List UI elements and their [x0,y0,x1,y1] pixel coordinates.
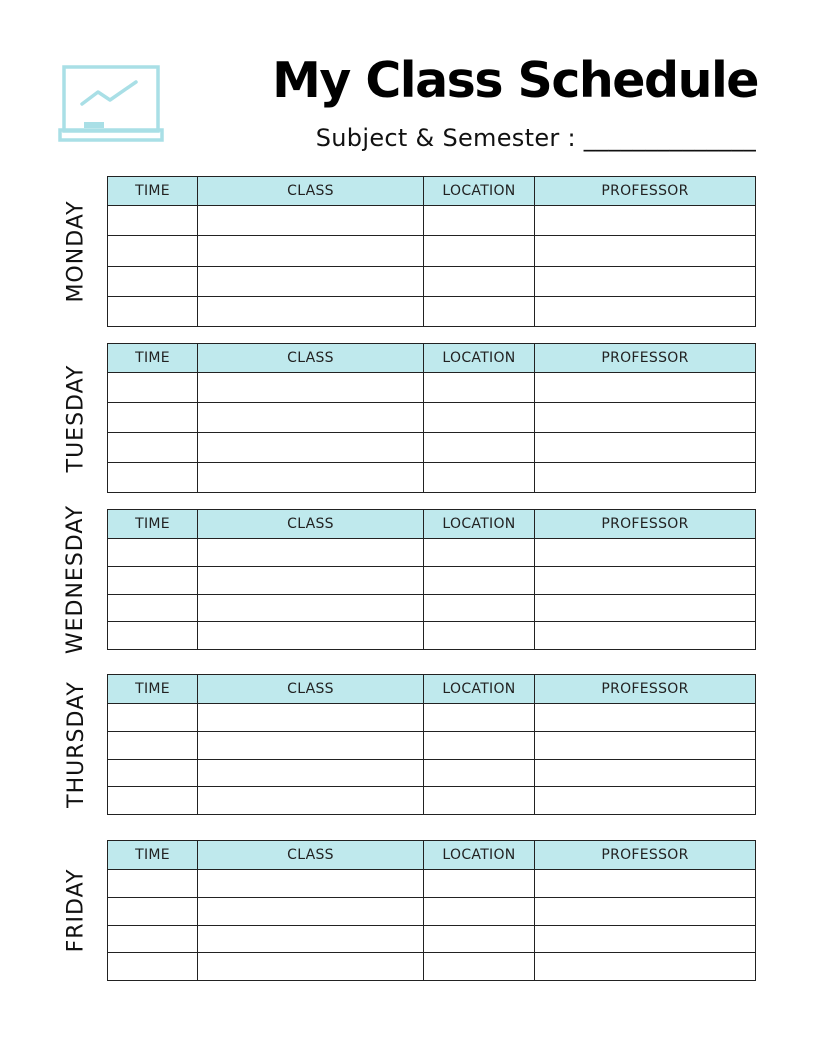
location-cell[interactable] [424,373,535,403]
time-cell[interactable] [108,787,198,815]
table-row [108,433,756,463]
location-cell[interactable] [424,296,535,326]
schedule-table-wednesday [107,509,756,650]
column-header-class: CLASS [198,841,424,870]
class-cell[interactable] [198,953,424,981]
schedule-table-tuesday [107,343,756,493]
column-header-class: CLASS [198,344,424,373]
class-cell[interactable] [198,787,424,815]
professor-cell[interactable] [535,463,756,493]
time-cell[interactable] [108,622,198,650]
day-label: THURSDAY [63,681,89,808]
day-block-friday [60,840,756,981]
table-row [108,759,756,787]
location-cell[interactable] [424,566,535,594]
professor-cell[interactable] [535,539,756,567]
location-cell[interactable] [424,622,535,650]
table-header-row [108,344,756,373]
location-cell[interactable] [424,759,535,787]
day-label: MONDAY [63,200,89,303]
class-cell[interactable] [198,566,424,594]
column-header-location: LOCATION [424,177,535,206]
column-header-location: LOCATION [424,510,535,539]
class-cell[interactable] [198,373,424,403]
location-cell[interactable] [424,594,535,622]
professor-cell[interactable] [535,266,756,296]
location-cell[interactable] [424,731,535,759]
professor-cell[interactable] [535,787,756,815]
class-cell[interactable] [198,870,424,898]
column-header-time: TIME [108,841,198,870]
page-title: My Class Schedule [272,52,758,109]
class-cell[interactable] [198,463,424,493]
time-cell[interactable] [108,236,198,266]
table-row [108,731,756,759]
column-header-time: TIME [108,177,198,206]
class-cell[interactable] [198,206,424,236]
location-cell[interactable] [424,870,535,898]
table-row [108,373,756,403]
schedule-table-friday [107,840,756,981]
table-row [108,925,756,953]
professor-cell[interactable] [535,236,756,266]
column-header-location: LOCATION [424,344,535,373]
time-cell[interactable] [108,266,198,296]
time-cell[interactable] [108,759,198,787]
column-header-professor: PROFESSOR [535,675,756,704]
column-header-professor: PROFESSOR [535,510,756,539]
table-row [108,787,756,815]
time-cell[interactable] [108,870,198,898]
professor-cell[interactable] [535,566,756,594]
time-cell[interactable] [108,373,198,403]
class-cell[interactable] [198,236,424,266]
time-cell[interactable] [108,539,198,567]
column-header-professor: PROFESSOR [535,177,756,206]
time-cell[interactable] [108,925,198,953]
time-cell[interactable] [108,953,198,981]
table-row [108,206,756,236]
schedule-table-thursday [107,674,756,815]
day-label: FRIDAY [63,868,89,953]
location-cell[interactable] [424,403,535,433]
table-row [108,566,756,594]
table-row [108,622,756,650]
table-row [108,539,756,567]
column-header-location: LOCATION [424,675,535,704]
professor-cell[interactable] [535,206,756,236]
table-row [108,236,756,266]
location-cell[interactable] [424,206,535,236]
table-row [108,594,756,622]
time-cell[interactable] [108,403,198,433]
table-row [108,463,756,493]
location-cell[interactable] [424,236,535,266]
professor-cell[interactable] [535,704,756,732]
class-cell[interactable] [198,433,424,463]
table-row [108,403,756,433]
professor-cell[interactable] [535,925,756,953]
day-block-wednesday [60,504,756,655]
class-cell[interactable] [198,266,424,296]
time-cell[interactable] [108,206,198,236]
class-cell[interactable] [198,539,424,567]
subject-semester-line: Subject & Semester : ______________ [315,124,756,152]
location-cell[interactable] [424,539,535,567]
professor-cell[interactable] [535,403,756,433]
table-row [108,870,756,898]
table-row [108,953,756,981]
time-cell[interactable] [108,296,198,326]
professor-cell[interactable] [535,953,756,981]
column-header-time: TIME [108,344,198,373]
class-cell[interactable] [198,594,424,622]
professor-cell[interactable] [535,759,756,787]
table-row [108,704,756,732]
day-label: TUESDAY [63,364,89,472]
column-header-class: CLASS [198,510,424,539]
professor-cell[interactable] [535,373,756,403]
professor-cell[interactable] [535,622,756,650]
location-cell[interactable] [424,433,535,463]
class-cell[interactable] [198,925,424,953]
class-cell[interactable] [198,704,424,732]
whiteboard-chart-icon [58,64,164,146]
location-cell[interactable] [424,925,535,953]
class-cell[interactable] [198,897,424,925]
column-header-class: CLASS [198,675,424,704]
professor-cell[interactable] [535,897,756,925]
column-header-location: LOCATION [424,841,535,870]
table-header-row [108,841,756,870]
class-cell[interactable] [198,759,424,787]
table-header-row [108,177,756,206]
column-header-time: TIME [108,675,198,704]
table-header-row [108,510,756,539]
time-cell[interactable] [108,594,198,622]
location-cell[interactable] [424,897,535,925]
table-header-row [108,675,756,704]
column-header-professor: PROFESSOR [535,841,756,870]
day-block-tuesday [60,343,756,493]
location-cell[interactable] [424,704,535,732]
class-cell[interactable] [198,731,424,759]
time-cell[interactable] [108,704,198,732]
table-row [108,296,756,326]
table-row [108,266,756,296]
class-cell[interactable] [198,622,424,650]
column-header-class: CLASS [198,177,424,206]
day-block-monday [60,176,756,327]
professor-cell[interactable] [535,433,756,463]
table-row [108,897,756,925]
schedule-table-monday [107,176,756,327]
class-cell[interactable] [198,403,424,433]
time-cell[interactable] [108,463,198,493]
day-label: WEDNESDAY [63,504,89,655]
day-block-thursday [60,674,756,815]
time-cell[interactable] [108,433,198,463]
class-cell[interactable] [198,296,424,326]
professor-cell[interactable] [535,731,756,759]
time-cell[interactable] [108,731,198,759]
professor-cell[interactable] [535,870,756,898]
location-cell[interactable] [424,266,535,296]
location-cell[interactable] [424,463,535,493]
location-cell[interactable] [424,787,535,815]
column-header-professor: PROFESSOR [535,344,756,373]
location-cell[interactable] [424,953,535,981]
professor-cell[interactable] [535,594,756,622]
time-cell[interactable] [108,897,198,925]
time-cell[interactable] [108,566,198,594]
column-header-time: TIME [108,510,198,539]
professor-cell[interactable] [535,296,756,326]
